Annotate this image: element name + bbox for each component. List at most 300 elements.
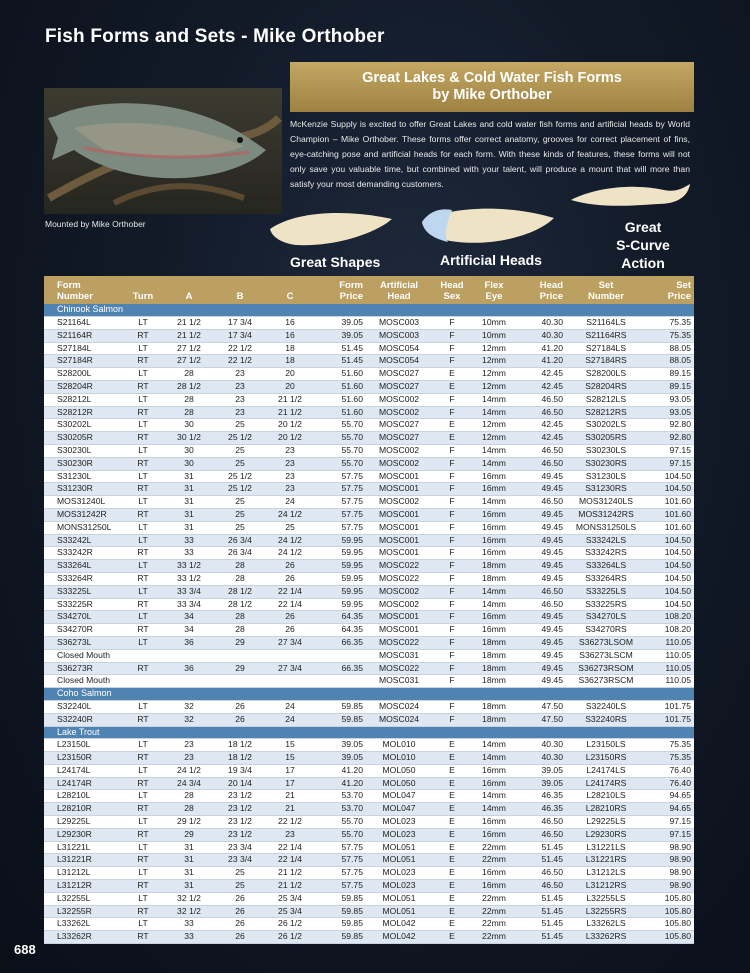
table-row [44,547,694,560]
table-cell: MOSC022 [366,572,432,585]
table-cell: 46.35 [516,790,566,803]
table-cell: S36273R [44,662,122,675]
table-cell: S30230R [44,457,122,470]
table-cell: MOSC003 [366,329,432,342]
table-cell: F [432,355,472,368]
table-cell: S31230L [44,470,122,483]
table-cell: MOL023 [366,867,432,880]
salmon-mount-photo [44,88,282,214]
table-cell: 33 [164,534,214,547]
feature-artificial-heads: Artificial Heads [440,252,542,268]
table-cell: 39.05 [314,329,366,342]
table-cell: 66.35 [314,636,366,649]
table-row [44,649,694,662]
table-cell: 34 [164,624,214,637]
table-cell: 22mm [472,918,516,931]
table-cell: 53.70 [314,790,366,803]
table-cell: S21164RS [566,329,646,342]
table-cell: 101.60 [646,521,694,534]
table-cell: MOL023 [366,816,432,829]
table-cell: 51.45 [516,905,566,918]
table-row [44,752,694,765]
table-cell: S33264R [44,572,122,585]
table-cell: 36 [164,662,214,675]
table-cell: 18mm [472,649,516,662]
table-cell [266,649,314,662]
table-cell: 59.85 [314,918,366,931]
table-cell: L23150LS [566,739,646,752]
table-cell: 55.70 [314,432,366,445]
table-cell: 28 [214,624,266,637]
table-cell: 76.40 [646,764,694,777]
promo-title-line-1: Great Lakes & Cold Water Fish Forms [362,70,622,86]
table-cell: L29230R [44,828,122,841]
table-cell: 25 [214,880,266,893]
table-cell: MOSC031 [366,649,432,662]
table-cell: 27 3/4 [266,636,314,649]
table-cell: 32 [164,713,214,726]
table-cell: 110.05 [646,649,694,662]
table-cell: 49.45 [516,636,566,649]
table-cell: 49.45 [516,675,566,688]
table-cell: 75.35 [646,329,694,342]
table-cell: L33262R [44,931,122,944]
table-cell: 98.90 [646,854,694,867]
table-cell: 51.60 [314,406,366,419]
table-row [44,483,694,496]
table-cell: L28210RS [566,803,646,816]
table-cell: RT [122,355,164,368]
table-row [44,828,694,841]
table-cell: 22 1/4 [266,598,314,611]
table-cell: 105.80 [646,918,694,931]
section-name: Lake Trout [44,726,694,739]
table-cell: F [432,317,472,330]
table-cell: LT [122,317,164,330]
table-cell: 29 [214,636,266,649]
column-header-line-2: Number [57,291,93,302]
table-cell: S33225L [44,585,122,598]
column-header-line-1 [217,280,263,291]
feature-s-curve-line-2: S-Curve [616,237,670,253]
table-cell: 25 [214,867,266,880]
column-header-line-2: A [185,291,193,302]
table-cell: 40.30 [516,739,566,752]
table-cell: 31 [164,470,214,483]
table-cell: 30 [164,419,214,432]
table-cell: 51.45 [516,931,566,944]
table-cell: 33 [164,547,214,560]
section-header-row [44,726,694,739]
table-cell: 55.70 [314,419,366,432]
table-cell: LT [122,739,164,752]
table-row [44,368,694,381]
table-cell: MOSC001 [366,508,432,521]
table-cell: RT [122,752,164,765]
table-cell: LT [122,867,164,880]
table-cell: 26 1/2 [266,931,314,944]
column-header-line-2: Sex [443,291,461,302]
table-cell: 24 [266,713,314,726]
table-cell: MOS31240L [44,496,122,509]
table-cell: 19 3/4 [214,764,266,777]
table-cell: 12mm [472,342,516,355]
table-cell: 26 [214,892,266,905]
table-cell: E [432,432,472,445]
table-cell: L31221RS [566,854,646,867]
table-cell: S28204RS [566,380,646,393]
table-cell: 16mm [472,880,516,893]
table-cell: E [432,854,472,867]
table-cell: 23 1/2 [214,803,266,816]
table-row [44,841,694,854]
table-cell: RT [122,457,164,470]
table-cell: 22 1/4 [266,585,314,598]
table-cell [266,675,314,688]
table-cell: L32255R [44,905,122,918]
table-cell: 17 [266,764,314,777]
table-cell: 27 1/2 [164,355,214,368]
column-header-line-1: Set [676,280,691,291]
table-cell: F [432,444,472,457]
table-cell: 15 [266,752,314,765]
table-cell: S33264LS [566,560,646,573]
table-cell: 16mm [472,483,516,496]
table-cell: L24174L [44,764,122,777]
table-cell: E [432,752,472,765]
table-cell: LT [122,560,164,573]
table-cell: F [432,572,472,585]
table-cell: 110.05 [646,636,694,649]
table-cell: 33 1/2 [164,560,214,573]
section-name: Coho Salmon [44,688,694,701]
column-header-line-2: B [236,291,244,302]
table-cell: F [432,662,472,675]
table-cell: 22mm [472,854,516,867]
table-row [44,764,694,777]
column-header [566,276,646,304]
table-cell: 23 1/2 [214,790,266,803]
column-header [366,276,432,304]
table-cell: 101.60 [646,496,694,509]
table-cell: LT [122,368,164,381]
table-cell: 21 [266,803,314,816]
table-cell: LT [122,918,164,931]
table-cell: S33242LS [566,534,646,547]
table-row [44,470,694,483]
table-cell: F [432,534,472,547]
table-row [44,918,694,931]
table-cell: 14mm [472,393,516,406]
table-cell: S28212RS [566,406,646,419]
table-cell: 49.45 [516,611,566,624]
table-cell: 22 1/2 [214,342,266,355]
table-cell: F [432,508,472,521]
table-cell: 18mm [472,662,516,675]
table-cell: S32240L [44,700,122,713]
table-cell: S32240LS [566,700,646,713]
table-cell: 14mm [472,752,516,765]
table-cell: 51.60 [314,368,366,381]
promo-title [290,62,694,112]
table-row [44,675,694,688]
table-cell: F [432,393,472,406]
table-cell: RT [122,803,164,816]
table-cell: 49.45 [516,470,566,483]
table-cell: MOL023 [366,880,432,893]
table-cell: LT [122,521,164,534]
table-cell: L31212R [44,880,122,893]
table-cell: F [432,521,472,534]
table-cell: E [432,777,472,790]
table-cell: 23 [214,406,266,419]
table-cell: MOS31240LS [566,496,646,509]
table-cell: 97.15 [646,457,694,470]
column-header-line-2: Turn [132,291,154,302]
table-cell: 57.75 [314,880,366,893]
table-cell: L23150R [44,752,122,765]
table-cell: E [432,380,472,393]
table-cell: S36273LSCM [566,649,646,662]
table-cell: S28200LS [566,368,646,381]
table-cell: 108.20 [646,611,694,624]
table-cell: 59.85 [314,892,366,905]
table-cell: 17 3/4 [214,329,266,342]
table-cell: RT [122,777,164,790]
table-cell: Closed Mouth [44,649,122,662]
table-cell: E [432,803,472,816]
table-cell: 46.50 [516,867,566,880]
table-cell: 33 [164,918,214,931]
promo-title-line-2: by Mike Orthober [432,87,552,103]
column-header-line-2: Head [387,291,411,302]
table-cell: 28 1/2 [214,585,266,598]
table-cell: 31 [164,508,214,521]
table-cell: 31 [164,841,214,854]
table-cell: S27184LS [566,342,646,355]
table-cell: 20 1/2 [266,419,314,432]
table-cell: 75.35 [646,317,694,330]
table-cell: RT [122,432,164,445]
table-cell: 49.45 [516,662,566,675]
table-cell: 21 [266,790,314,803]
table-cell: 17 3/4 [214,317,266,330]
table-cell: 41.20 [314,764,366,777]
table-cell: E [432,931,472,944]
table-cell: 39.05 [314,752,366,765]
table-cell: 66.35 [314,662,366,675]
table-cell: 16mm [472,521,516,534]
table-cell: 18 1/2 [214,752,266,765]
table-cell: 57.75 [314,854,366,867]
table-cell: LT [122,636,164,649]
table-cell: 21 1/2 [266,406,314,419]
table-cell: S36273RSOM [566,662,646,675]
table-cell: MOSC027 [366,368,432,381]
table-cell: 49.45 [516,483,566,496]
table-cell: 20 [266,380,314,393]
table-cell: 31 [164,483,214,496]
table-cell: 59.85 [314,713,366,726]
table-cell: 18mm [472,572,516,585]
table-cell: 31 [164,867,214,880]
table-cell: 25 3/4 [266,892,314,905]
table-cell: 101.75 [646,700,694,713]
table-cell: S30230LS [566,444,646,457]
table-cell: MOSC054 [366,355,432,368]
table-cell: 23 [214,393,266,406]
table-cell: 57.75 [314,470,366,483]
table-cell: F [432,636,472,649]
table-cell: MOL042 [366,918,432,931]
table-cell: 55.70 [314,816,366,829]
column-header-line-1 [269,280,311,291]
table-cell: S21164LS [566,317,646,330]
table-row [44,777,694,790]
table-cell: E [432,892,472,905]
table-cell: 25 [214,457,266,470]
table-cell: 16mm [472,624,516,637]
table-cell: 24 1/2 [266,547,314,560]
table-cell: F [432,470,472,483]
table-cell: MOSC001 [366,534,432,547]
table-cell: 104.50 [646,547,694,560]
table-cell: S28212L [44,393,122,406]
table-cell: 31 [164,521,214,534]
table-cell: 30 [164,444,214,457]
table-cell: 18 [266,355,314,368]
table-cell: 14mm [472,790,516,803]
table-cell: S33242L [44,534,122,547]
table-row [44,508,694,521]
table-cell: MOL050 [366,777,432,790]
page-number: 688 [14,942,36,957]
table-cell: RT [122,406,164,419]
table-cell: 25 [214,444,266,457]
table-cell: MOL047 [366,790,432,803]
table-cell: 18mm [472,675,516,688]
table-cell: 28 [164,803,214,816]
table-cell: 28 1/2 [164,380,214,393]
table-cell: MOSC002 [366,598,432,611]
table-cell: 49.45 [516,534,566,547]
table-cell: 21 1/2 [164,329,214,342]
column-header-line-1: Form [57,280,81,291]
table-cell: 14mm [472,496,516,509]
table-cell: 59.85 [314,931,366,944]
table-cell: 98.90 [646,841,694,854]
table-cell: 64.35 [314,611,366,624]
table-cell: 53.70 [314,803,366,816]
table-cell: S30205RS [566,432,646,445]
table-cell: L33262LS [566,918,646,931]
table-cell: 51.45 [516,918,566,931]
table-cell: 46.50 [516,393,566,406]
table-row [44,380,694,393]
table-cell: S31230RS [566,483,646,496]
column-header-line-2: Number [588,291,624,302]
table-cell: LT [122,700,164,713]
salmon-illustration [44,88,282,214]
table-cell: 57.75 [314,508,366,521]
table-cell: 23 1/2 [214,828,266,841]
column-header [432,276,472,304]
table-cell: 39.05 [314,739,366,752]
table-cell: 18 1/2 [214,739,266,752]
table-cell: E [432,419,472,432]
table-cell: 110.05 [646,675,694,688]
table-cell: 20 1/4 [214,777,266,790]
table-cell: S30205R [44,432,122,445]
table-cell: 97.15 [646,444,694,457]
table-cell: L24174LS [566,764,646,777]
table-row [44,572,694,585]
table-cell: 26 [214,700,266,713]
table-cell: 30 1/2 [164,432,214,445]
table-cell: 24 [266,496,314,509]
table-cell: S30202L [44,419,122,432]
table-cell: 33 3/4 [164,585,214,598]
table-cell: S34270R [44,624,122,637]
table-cell: L29230RS [566,828,646,841]
table-cell: 55.70 [314,828,366,841]
table-cell: F [432,483,472,496]
table-cell: 28 [164,393,214,406]
table-cell: RT [122,547,164,560]
table-cell: F [432,547,472,560]
table-cell: 57.75 [314,841,366,854]
feature-s-curve-action [606,218,680,272]
table-cell: S21164R [44,329,122,342]
table-cell: 22mm [472,892,516,905]
table-cell: F [432,713,472,726]
table-cell: F [432,598,472,611]
table-cell: F [432,611,472,624]
table-cell: L31221LS [566,841,646,854]
table-cell: S36273LSOM [566,636,646,649]
table-cell: 94.65 [646,803,694,816]
table-cell: 51.60 [314,380,366,393]
table-cell: 42.45 [516,368,566,381]
table-cell: 88.05 [646,342,694,355]
table-cell: F [432,649,472,662]
column-header [164,276,214,304]
table-cell: 25 [266,521,314,534]
table-cell: LT [122,444,164,457]
table-cell: 59.95 [314,572,366,585]
table-cell: MOSC002 [366,444,432,457]
promo-description: McKenzie Supply is excited to offer Great Lakes and cold water fish forms and artificial heads by World Champion – Mike Orthober. These forms offer correct anatomy, grooves for correct placement of fins, eye-catching pose and artificial heads for each form. With these kinds of features, these forms will not only save you valuable time, but combined with your talent, will produce a mount that will more than satisfy your most demanding customers. [290,119,690,189]
table-cell: 46.50 [516,496,566,509]
table-cell: 104.50 [646,470,694,483]
table-cell: L33262RS [566,931,646,944]
table-cell: F [432,675,472,688]
table-cell: 101.60 [646,508,694,521]
table-cell: 26 3/4 [214,547,266,560]
feature-great-shapes: Great Shapes [290,254,381,270]
table-cell: E [432,867,472,880]
table-cell: 89.15 [646,380,694,393]
table-cell: 32 1/2 [164,905,214,918]
table-row [44,342,694,355]
column-header [44,276,122,304]
table-cell: 16 [266,317,314,330]
table-cell: 59.95 [314,547,366,560]
table-cell: 12mm [472,432,516,445]
table-cell: 28 [164,406,214,419]
table-cell: 49.45 [516,521,566,534]
table-cell: 105.80 [646,931,694,944]
